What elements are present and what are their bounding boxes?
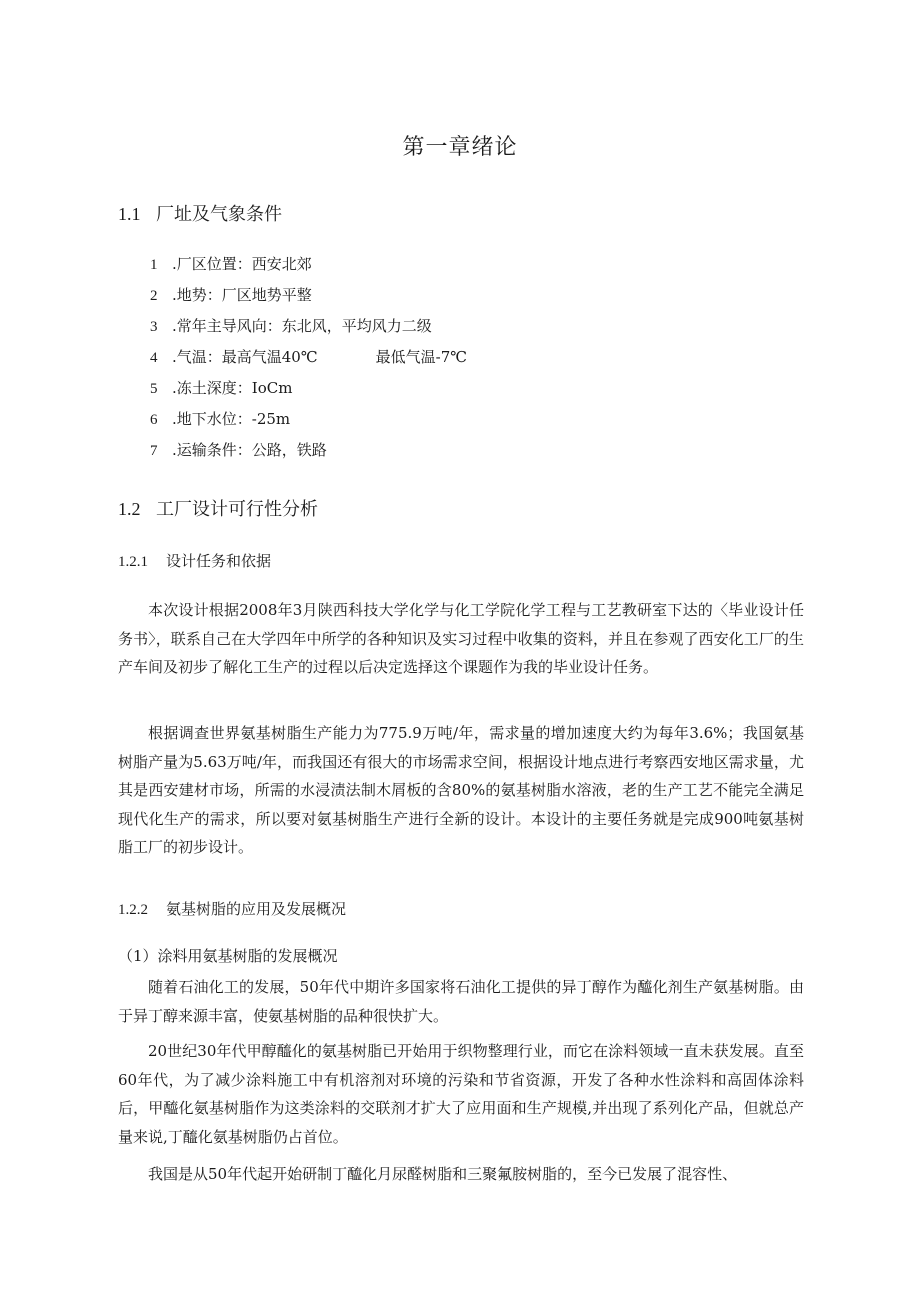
list-item: 1 .厂区位置：西安北郊 [150,255,312,273]
section-title: 工厂设计可行性分析 [156,499,318,520]
paragraph: 20世纪30年代甲醇醯化的氨基树脂已开始用于织物整理行业，而它在涂料领域一直未获发展。直至60年代，为了减少涂料施工中有机溶剂对环境的污染和节省资源，开发了各种水性涂料和高固体涂料后，甲醯化氨基树脂作为这类涂料的交联剂才扩大了应用面和生产规模,并出现了系列化产品，但就总产量来说,丁醯化氨基树脂仍占首位。 [118,1042,804,1146]
subsection-heading-1-2-1: 1.2.1 设计任务和依据 [118,552,272,570]
list-item: 2 .地势：厂区地势平整 [150,286,312,304]
list-item: 3 .常年主导风向：东北风，平均风力二级 [150,317,432,335]
list-item: 7 .运输条件：公路，铁路 [150,441,327,459]
subsection-heading-1-2-2: 1.2.2 氨基树脂的应用及发展概况 [118,900,347,918]
section-number: 1.1 [118,204,141,224]
section-title: 厂址及气象条件 [156,204,282,225]
paragraph: 根据调查世界氨基树脂生产能力为775.9万吨/年，需求量的增加速度大约为每年3.6%；我国氨基树脂产量为5.63万吨/年，而我国还有很大的市场需求空间，根据设计地点进行考察西安地区需求量，尤其是西安建材市场，所需的水浸渍法制木屑板的含80%的氨基树脂水溶液，老的生产工艺不能完全满足现代化生产的需求，所以要对氨基树脂生产进行全新的设计。本设计的主要任务就是完成900吨氨基树脂工厂的初步设计。 [118,724,804,856]
paragraph: 我国是从50年代起开始研制丁醯化月尿醛树脂和三聚氟胺树脂的，至今已发展了混容性、 [148,1165,738,1183]
paragraph: 本次设计根据2008年3月陕西科技大学化学与化工学院化学工程与工艺教研室下达的〈毕业设计任务书〉，联系自己在大学四年中所学的各种知识及实习过程中收集的资料，并且在参观了西安化工厂的生产车间及初步了解化工生产的过程以后决定选择这个课题作为我的毕业设计任务。 [118,601,804,676]
paragraph: 随着石油化工的发展，50年代中期许多国家将石油化工提供的异丁醇作为醯化剂生产氨基树脂。由于异丁醇来源丰富，使氨基树脂的品种很快扩大。 [118,978,804,1025]
list-item: 4 .气温：最高气温40℃ 最低气温-7℃ [150,348,468,366]
min-temp: 最低气温-7℃ [375,348,468,366]
section-heading-1-2 [118,495,318,521]
list-item: 5 .冻土深度：IoCm [150,379,293,397]
item-heading: （1）涂料用氨基树脂的发展概况 [118,947,338,965]
section-number: 1.2 [118,499,141,519]
list-item: 6 .地下水位：-25m [150,410,291,428]
chapter-title: 第一章绪论 [402,135,518,160]
site-conditions-list [150,252,467,469]
section-heading-1-1 [118,200,282,226]
